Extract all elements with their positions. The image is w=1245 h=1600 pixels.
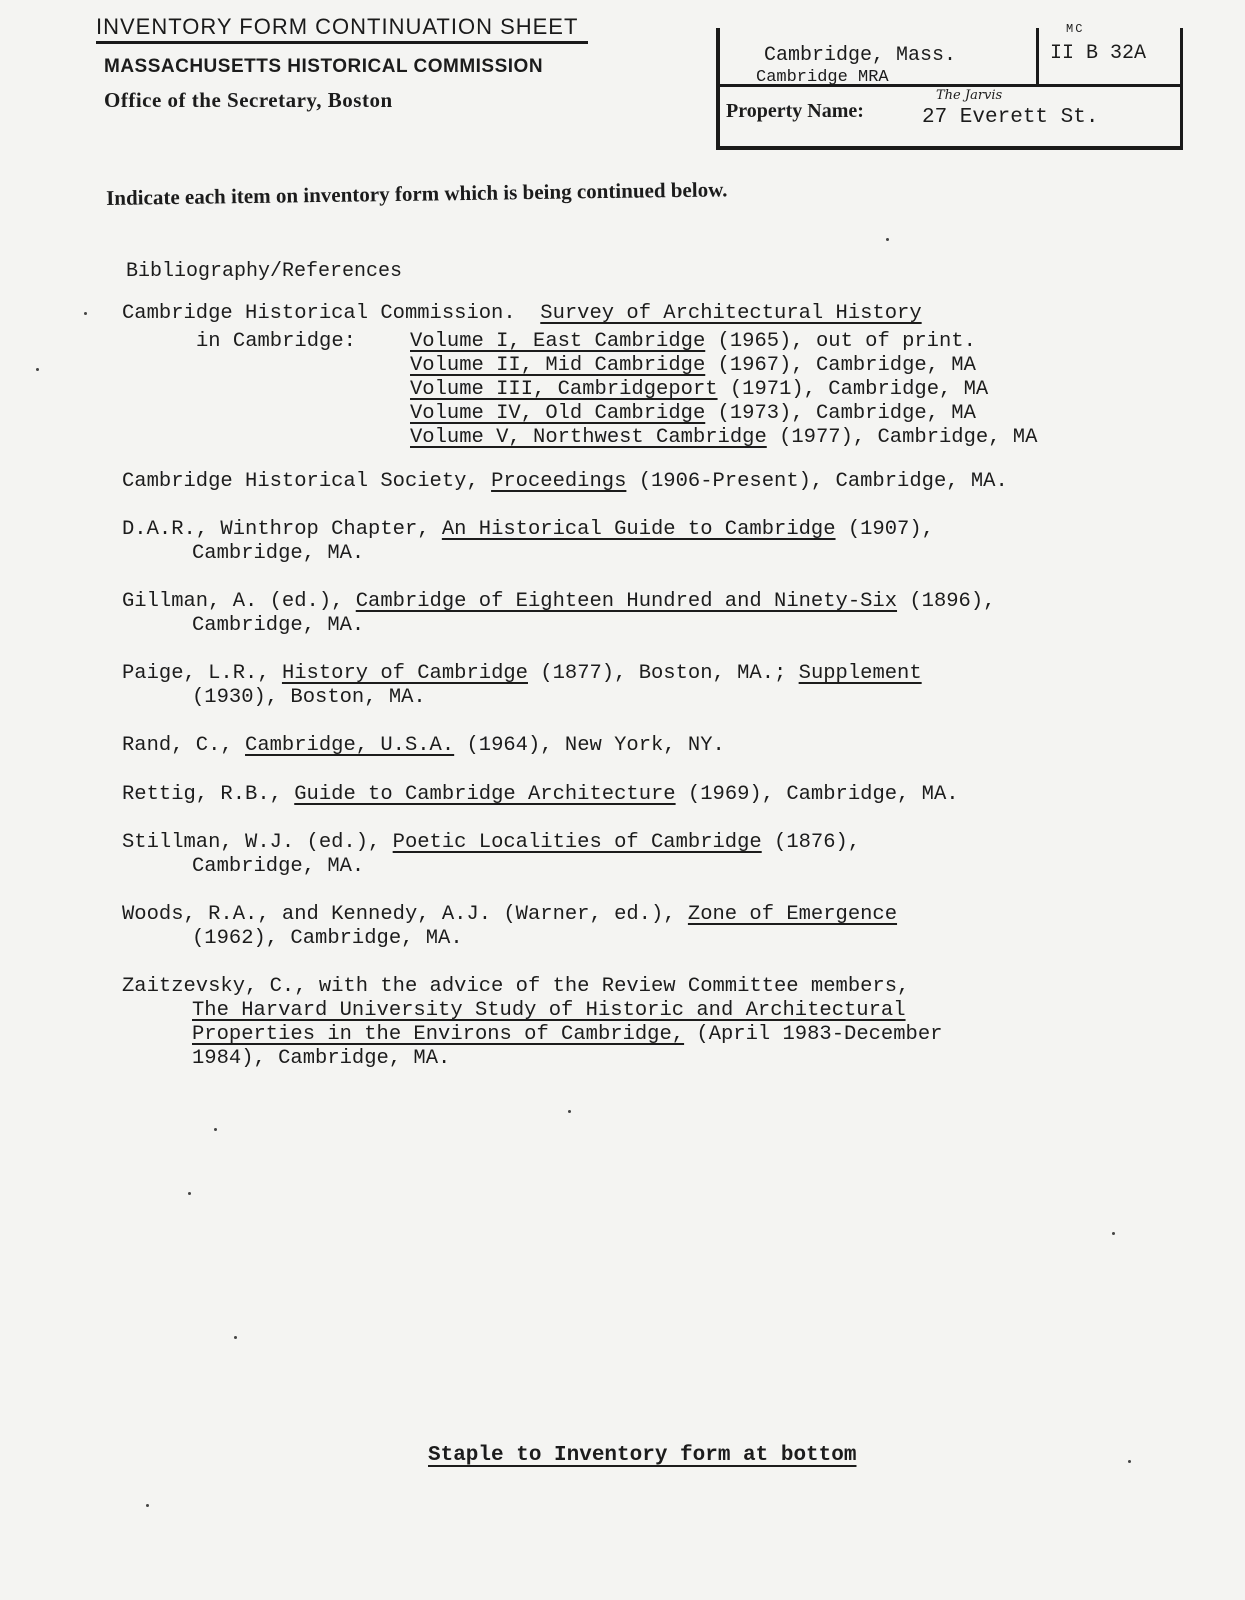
- entry-author: Rand, C.,: [122, 734, 246, 757]
- bibliography-entry: [122, 783, 959, 807]
- entry-continuation: Cambridge, MA.: [192, 855, 365, 878]
- entry-author: Gillman, A. (ed.),: [122, 590, 356, 613]
- entry-continuation: Cambridge, MA.: [192, 614, 365, 637]
- entry-author: D.A.R., Winthrop Chapter,: [122, 518, 442, 541]
- entry-details: (1964), New York, NY.: [454, 734, 725, 757]
- volume-row: [196, 378, 1037, 402]
- entry-author: Paige, L.R.,: [122, 662, 282, 685]
- organization-name: MASSACHUSETTS HISTORICAL COMMISSION: [104, 56, 544, 77]
- entry-author: Rettig, R.B.,: [122, 783, 295, 806]
- property-name-value: 27 Everett St.: [922, 106, 1099, 129]
- bibliography-heading: Bibliography/References: [126, 260, 403, 283]
- entry-title: Guide to Cambridge Architecture: [294, 783, 676, 806]
- entry-continuation: Cambridge, MA.: [192, 542, 365, 565]
- entry-details: (1969), Cambridge, MA.: [675, 783, 959, 806]
- scan-speck: [214, 1128, 217, 1131]
- entry-title: Cambridge, U.S.A.: [245, 734, 455, 757]
- bibliography-entry-zaitzevsky: [122, 975, 942, 1071]
- scan-speck: [84, 312, 87, 315]
- entry-title-supplement: Supplement: [798, 662, 922, 685]
- entry-author: Cambridge Historical Society,: [122, 470, 492, 493]
- scan-speck: [568, 1110, 571, 1113]
- form-code-prefix: MC: [1066, 22, 1085, 32]
- bibliography-entry-chc: [122, 302, 922, 326]
- entry-details: (1907),: [835, 518, 934, 541]
- box-divider-horizontal: [720, 84, 1180, 87]
- bibliography-entry: [122, 734, 725, 758]
- entry-title: The Harvard University Study of Historic and Architectural: [192, 999, 906, 1022]
- volume-title: Volume I, East Cambridge: [410, 330, 706, 353]
- volume-row: [196, 354, 1037, 378]
- bibliography-entry: [122, 662, 922, 710]
- entry-author: Stillman, W.J. (ed.),: [122, 831, 393, 854]
- entry-title: An Historical Guide to Cambridge: [441, 518, 836, 541]
- entry-details: (1906-Present), Cambridge, MA.: [626, 470, 1008, 493]
- volume-title: Volume III, Cambridgeport: [410, 378, 718, 401]
- instructions: Indicate each item on inventory form which is being continued below.: [106, 177, 728, 210]
- volume-row: [196, 402, 1037, 426]
- entry-details: (1896),: [897, 590, 996, 613]
- volume-lead-label: in Cambridge:: [196, 330, 356, 353]
- entry-author: Zaitzevsky, C., with the advice of the Review Committee members,: [122, 975, 910, 998]
- entry-title: Cambridge of Eighteen Hundred and Ninety-Six: [355, 590, 898, 613]
- volume-details: (1977), Cambridge, MA: [766, 426, 1038, 449]
- town-name: Cambridge, Mass.: [764, 44, 957, 67]
- entry-details: (1876),: [761, 831, 861, 854]
- entry-author: Cambridge Historical Commission.: [122, 302, 516, 325]
- entry-continuation: (1930), Boston, MA.: [192, 686, 426, 709]
- entry-title: Poetic Localities of Cambridge: [392, 831, 762, 854]
- entry-continuation: (1962), Cambridge, MA.: [192, 927, 463, 950]
- volume-details: (1967), Cambridge, MA: [705, 354, 976, 377]
- volume-title: Volume IV, Old Cambridge: [410, 402, 706, 425]
- bibliography-entry: [122, 470, 1008, 494]
- entry-title: History of Cambridge: [281, 662, 528, 685]
- entry-title: Zone of Emergence: [687, 903, 898, 926]
- survey-area: Cambridge MRA: [756, 68, 889, 84]
- scan-speck: [36, 368, 39, 371]
- entry-continuation: 1984), Cambridge, MA.: [192, 1047, 451, 1070]
- chc-volume-list: [196, 330, 1037, 450]
- entry-details: (April 1983-December: [684, 1023, 943, 1046]
- property-name-label: Property Name:: [726, 100, 864, 122]
- scan-speck: [146, 1504, 149, 1507]
- staple-note: Staple to Inventory form at bottom: [428, 1444, 857, 1467]
- form-number: II B 32A: [1050, 42, 1147, 65]
- volume-details: (1965), out of print.: [705, 330, 976, 353]
- scan-speck: [886, 238, 889, 241]
- entry-title: Proceedings: [491, 470, 627, 493]
- entry-title-continued: Properties in the Environs of Cambridge,: [192, 1023, 685, 1046]
- volume-details: (1971), Cambridge, MA: [717, 378, 989, 401]
- entry-author: Woods, R.A., and Kennedy, A.J. (Warner, ed.),: [122, 903, 688, 926]
- volume-row: [196, 330, 1037, 354]
- form-title: INVENTORY FORM CONTINUATION SHEET: [96, 14, 588, 44]
- entry-details: (1877), Boston, MA.;: [527, 662, 799, 685]
- scan-speck: [1128, 1460, 1131, 1463]
- identification-box: [716, 22, 1183, 150]
- box-divider-vertical: [1036, 28, 1039, 84]
- scan-speck: [1112, 1232, 1115, 1235]
- bibliography-entry: [122, 903, 897, 951]
- scan-speck: [188, 1192, 191, 1195]
- volume-row: [196, 426, 1037, 450]
- volume-details: (1973), Cambridge, MA: [705, 402, 976, 425]
- organization-office: Office of the Secretary, Boston: [104, 88, 393, 112]
- scan-speck: [234, 1336, 237, 1339]
- bibliography-entry: [122, 590, 995, 638]
- volume-title: Volume V, Northwest Cambridge: [410, 426, 767, 449]
- volume-title: Volume II, Mid Cambridge: [410, 354, 706, 377]
- bibliography-entry: [122, 831, 860, 879]
- entry-title: Survey of Architectural History: [540, 302, 922, 325]
- property-name-handwritten: The Jarvis: [936, 88, 1003, 103]
- bibliography-entry: [122, 518, 934, 566]
